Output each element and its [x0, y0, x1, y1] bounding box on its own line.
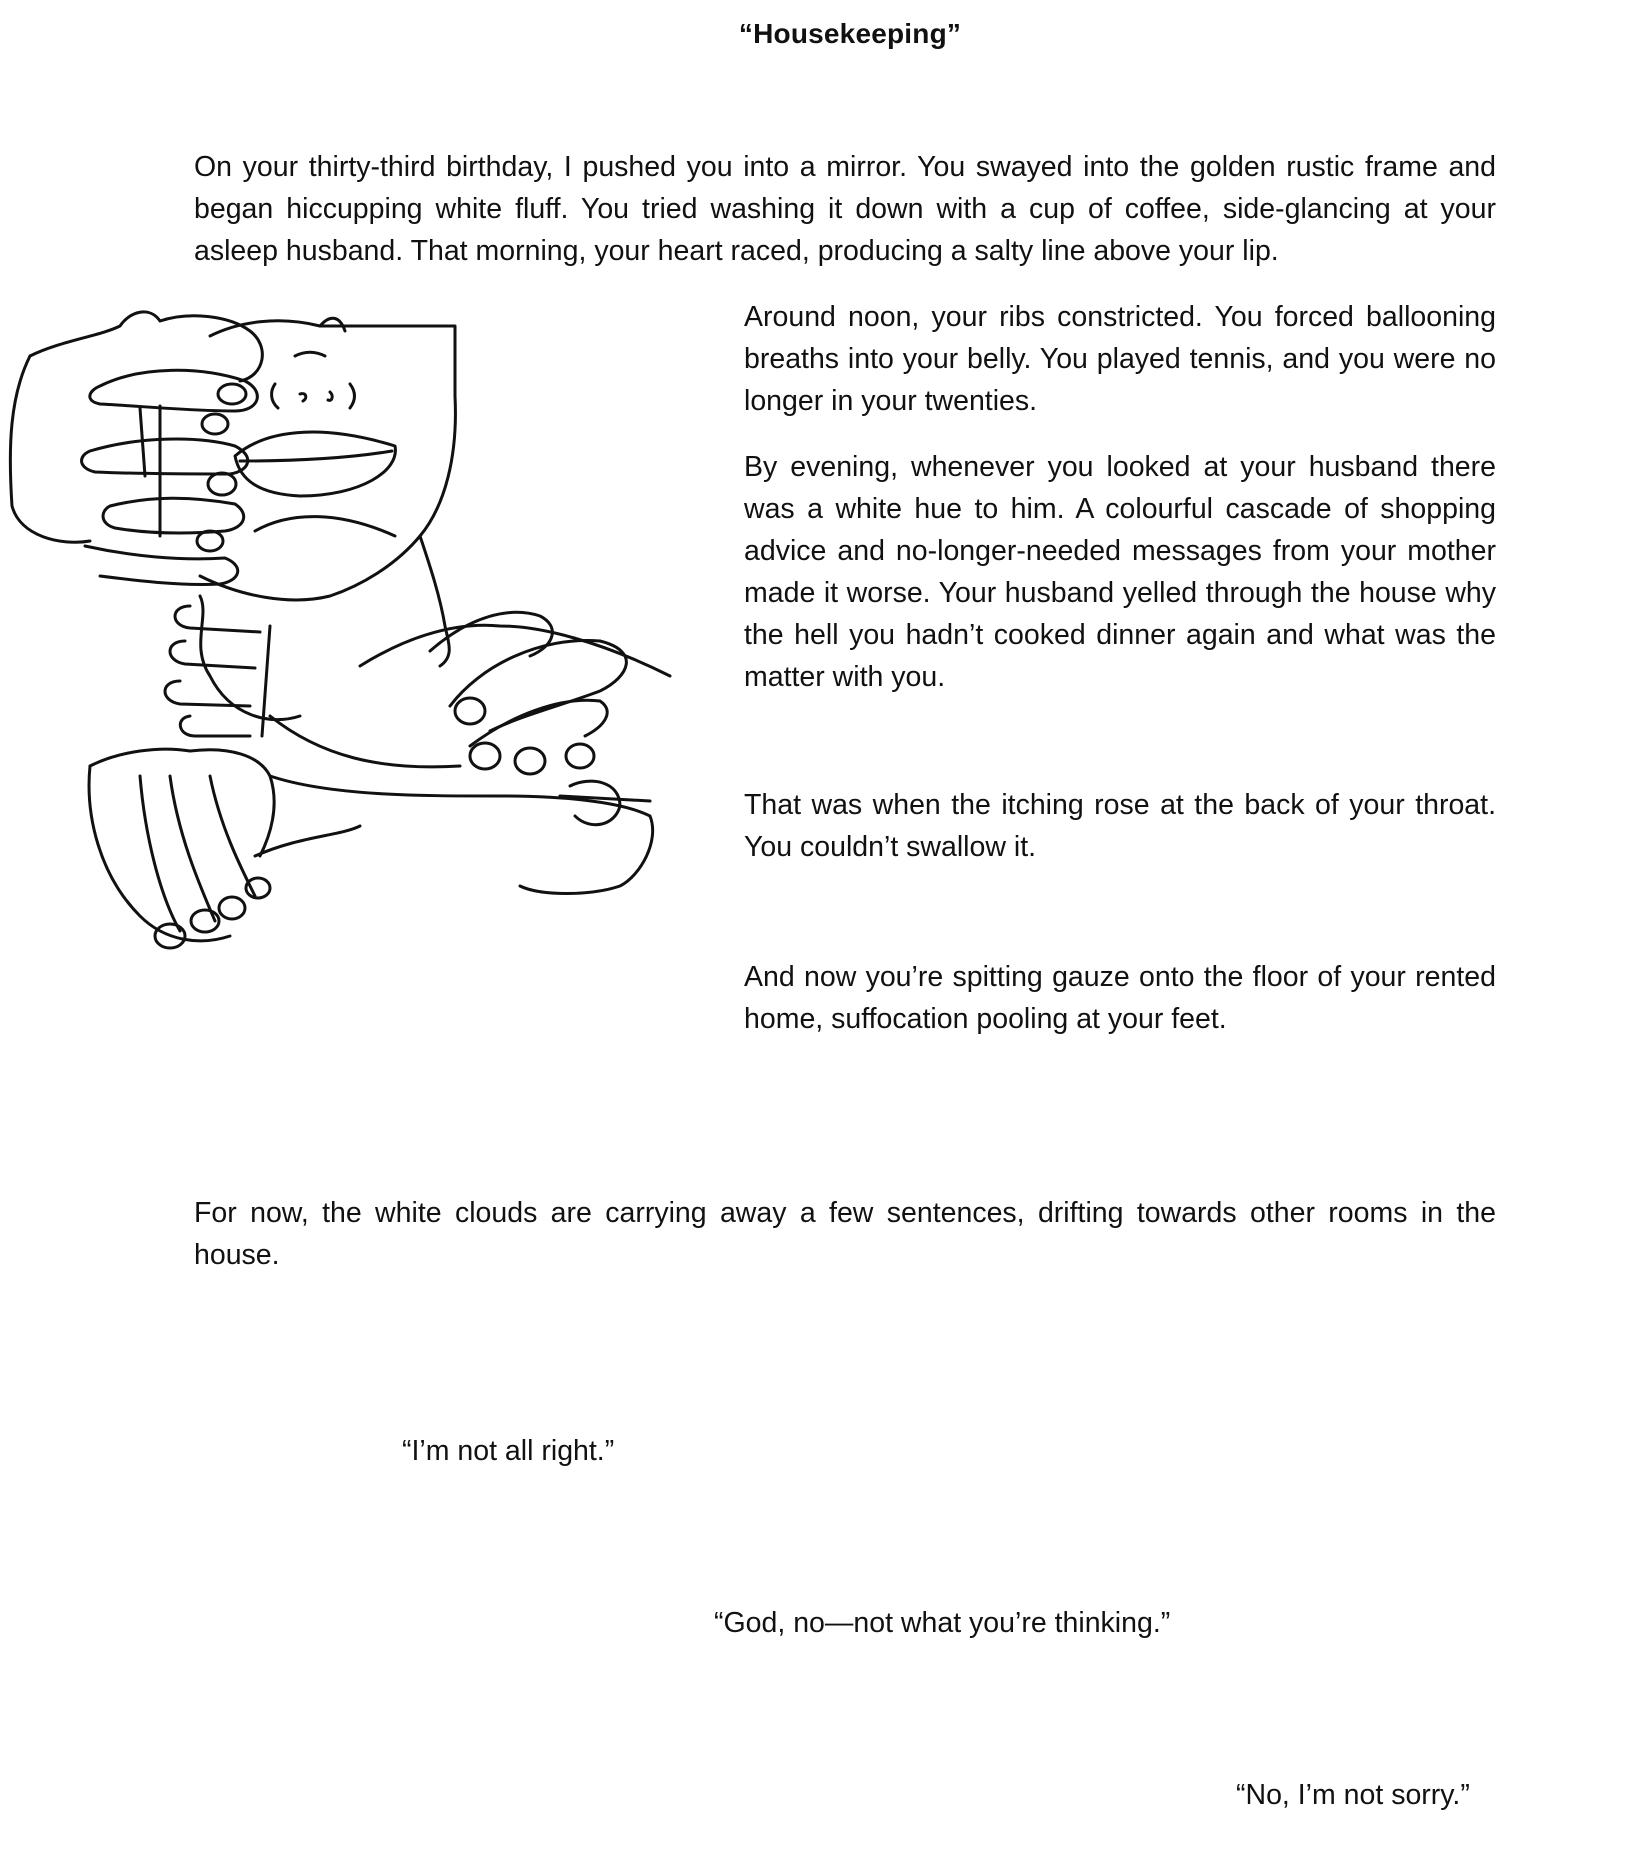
paragraph-gauze: And now you’re spitting gauze onto the floor of your rented home, suffocation pooling at your feet.: [744, 961, 1496, 1035]
quote-not-sorry: “No, I’m not sorry.”: [1236, 1779, 1470, 1811]
paragraph-clouds: For now, the white clouds are carrying away a few sentences, drifting towards other rooms in the house.: [194, 1197, 1496, 1271]
hands-covering-face-illustration: [0, 296, 730, 1026]
document-title: “Housekeeping”: [738, 18, 962, 49]
paragraph-birthday: On your thirty-third birthday, I pushed you into a mirror. You swayed into the golden rustic frame and began hiccupping white fluff. You tried washing it down with a cup of coffee, side-glancing at your asleep husband. That morning, your heart raced, producing a salty line above your lip.: [194, 151, 1496, 267]
paragraph-evening: By evening, whenever you looked at your husband there was a white hue to him. A colourful cascade of shopping advice and no-longer-needed messages from your mother made it worse. Your husband yelled through the house why the hell you hadn’t cooked dinner again and what was the matter with you.: [744, 451, 1496, 693]
paragraph-itching: That was when the itching rose at the back of your throat. You couldn’t swallow it.: [744, 789, 1496, 863]
hands-drawing: [0, 296, 730, 1026]
quote-not-all-right: “I’m not all right.”: [402, 1435, 615, 1467]
paragraph-noon: Around noon, your ribs constricted. You forced ballooning breaths into your belly. You played tennis, and you were no longer in your twenties.: [744, 301, 1496, 417]
quote-god-no: “God, no—not what you’re thinking.”: [714, 1607, 1171, 1639]
